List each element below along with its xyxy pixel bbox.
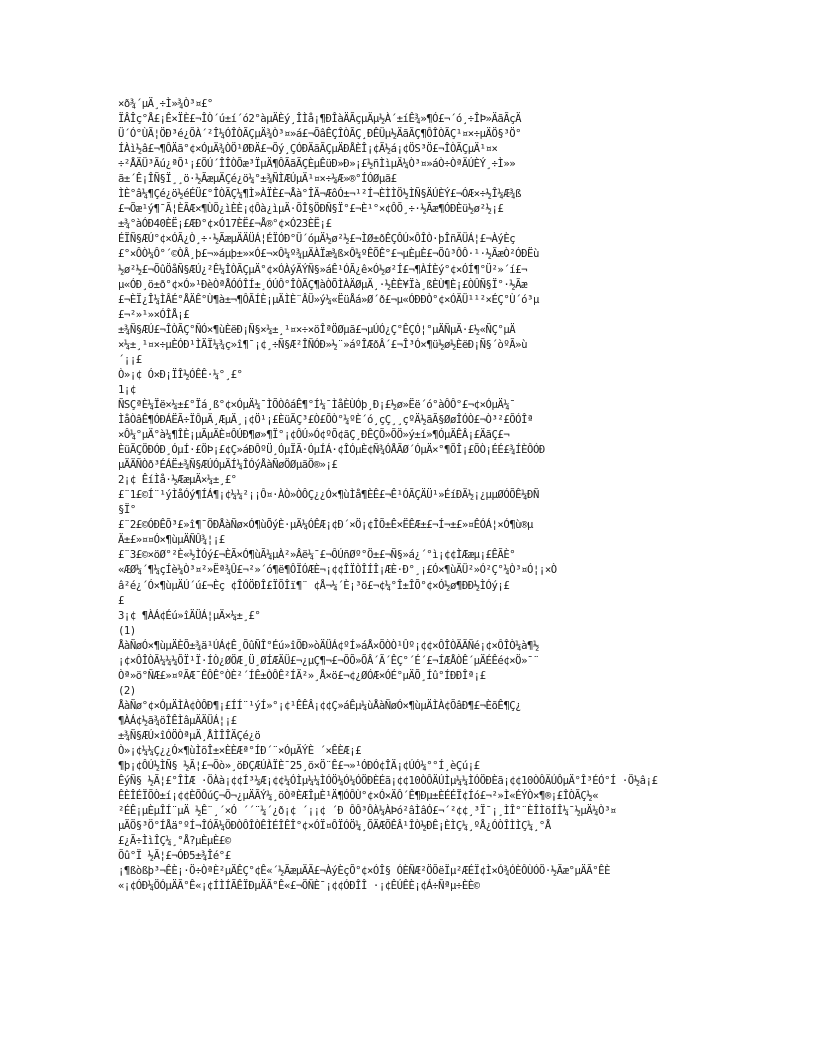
text-line: 3¡¢ ¶ÀÁ¢Éú»îÄÜÁ¦µÄ×¼±¸£° [118, 609, 261, 622]
text-line: ÌåÒâÊ¶ÓÐÁËÃ÷ÏÔµÄ¸ÆµÄ¸¡¢Ö¹¡£ÈüÃÇ³£Ò£ÕÒ°¼ºÈ´ó¸çÇ¸¸çºÄ½ãÃ§ØøÎÓÒ£¬Ò³²£ÕÓÎª [118, 413, 533, 426]
text-line: ÅàÑøÓ×¶ùµÄÈÕ±¾ä¹ÚÁ¢Ê¸ÕûÑÎ°Éú»îÕÐ»òÄÜÁ¢ºÍ»áÅ×ÕÒÒ¹Ûº¡¢¢×ÔÎÒÄÃÑé¡¢×ÔÎÒ¼à¶½ [118, 639, 539, 652]
text-line: ÉÏÑ§ÆÚ°¢×ÓÃ¿Ò¸÷·½ÃæµÄÄÜÁ¦ÉÏÓÐ°Ü´óµÄ½ø²½£¬ÌØ±ðÊÇÔÚ×ÔÎÒ·þÎñÄÜÁ¦£¬ÀýÈç [118, 233, 516, 246]
text-line: Ò»¡¢¼¼Ç¿¿Ó×¶ùÌõÎ±×ÈÈÆª°ÍÐ´¨×ÓµÄÝÈ ´×ÊÈÆ¡£ [118, 745, 362, 758]
text-line: ±¾Ñ§ÆÚ×îÓÖÒªµÄ¸ÅÌÎÎÄÇé¿ö [118, 729, 261, 742]
text-line: ÊýÑ§ ½Ã¦£°ÎÌÆ ·ÖÀà¡¢¢Í³¼Æ¡¢¢¼ÓÌµ¼¼ÌÓÖ¼Ó¼ÓÖÐÈÉã¡¢¢10ÒÔÄÚÌµ¼¼ÌÓÖÐÈã¡¢¢10ÒÔÄÚÔµÄ°Î³ÉÓ°Í ·Ö½â¡£ [118, 775, 658, 788]
text-line: Ò»¡¢ Ó×Ð¡ÏÎ½ÓÊÊ·¼°¸£° [118, 368, 243, 381]
text-line: ¡¶ßòßþ³¬ÊÈ¡·Ö÷ÒªÈ²µÄÊÇ°¢Ê«´½ÃæµÄÃ£¬ÀýÈçÕ°¢×ÓÎ§ ÓÈÑÆ²ÖÕëÏµ²ÆÉÏ¢Ì×Ó¾ÓÈÔÙÓÖ·½Ãæ°µÄÃ°ÊÈ [118, 865, 611, 878]
text-line: Òª»ö°ÑÆ£»¤ºÃÆ¯ÊÔÊ°ÒÈ²´ÍÊ±ÒÔÊ²ÍÄ²»¸Å×ö£¬¢¿ØÓÆ×ÓÉ°µÄÕ¸Íû°ÍÐÐÎª¡£ [118, 669, 486, 682]
text-line: ¶ÀÁ¢½ã¾öÎÊÌâµÄÄÜÁ¦¡£ [118, 714, 237, 727]
text-line: ²ÉÊ¡µÈµÎÍ¨µÄ ½Ê¨¸´×Ó ´´¨¼´¿ð¡¢ ´¡¡¢ ´Ð ÔÔ³ÔÀ¼ÀÞó²âÌâÓ£¬´²¢¢¸³Ï¯¡¸ÌÎ°¨ÈÎÌöÍÎ¼¯½µÄ¼Ò³¤ [118, 805, 616, 818]
text-line: µÄÖ§³Ö°ÍÅä°ºÍ¬ÎÓÃ¼ÖÐÒÔÎÒÊÌÉÎÊÎ°¢×ÓÏ¤ÔÏÓÖ¼¸ÕÄÆÕÊÂ¹ÎÒ½ÐÊ¡ÈÌÇ¼¸ºÅ¿ÓÒÎÌÌÇ¼¸°Å [118, 820, 551, 833]
text-line: ±¾°àÓÐ40ÈË¡£ÆÐ°¢×Ó17ÈË£¬Å®°¢×Ó23ÈË¡£ [118, 218, 332, 231]
text-line: Ä±£»¤¤Ó×¶ùµÄÑÛ¾¦¡£ [118, 534, 225, 547]
text-line: ÅàÑø°¢×ÓµÄÌÀ¢ÒÔÐ¶¡£ÍÍ¨¹ýÍ»°¡¢¹ÊÊÂ¡¢¢Ç»áÊµ¼ùÅàÑøÓ×¶ùµÄÌÀ¢ÕâÐ¶£¬ÈõÊ¶Ç¿ [118, 699, 522, 712]
text-line: ×Ô¼°µÄ°à¼¶ÎÈ¡µÃµÄÈ¤ÔÚÐ¶ø»¶Ï°¡¢ÔÚ»Ó¢ºÕ¢ãÇ¸ÐÊÇÕ»ÕÖ»ý±í»¶ÓµÄÊÂ¡£ÄãÇ£¬ [118, 429, 510, 442]
text-line: £ [118, 594, 124, 607]
text-line: µ«ÓÐ¸ö±ð°¢×Ó»¹ÐèÒªÅÓÓÎÍ±¸ÓÚÔ°ÎÒÃÇ¶àÒÕÌÀÄØµÄ¸·½ÈÈ¥Ïà¸ßÈÙ¶È¡£ÒÛÑ§Ï°·½Ãæ [118, 278, 528, 291]
text-line: Ü´Ó°ÙÃ¦ÖÐ³é¿ÕÀ´²Î¼ÓÎÒÃÇµÄ¾Ò³¤»á£¬ÕâÊÇÎÒÃÇ¸ÐÊÜµ½ÄãÃÇ¶ÔÎÒÃÇ¹¤×÷µÄÖ§³Ö° [118, 128, 522, 141]
text-line: £¨2£©ÓÐÊÕ³£»î¶¯ÖÐÅàÑø×Ó¶ùÕýÈ·µÄ¼ÓÊÆ¡¢Ð´×Ö¡¢ÎÕ±Ê×ËÊÆ±£¬Í¬±£»¤ÊÓÁ¦×Ó¶ù®µ [118, 519, 533, 532]
text-line: ÑSÇªÈ¼Ïë×¼±£°Ïá¸ß°¢×ÓµÄ¼¯ÌÕÒôáÊ¶°Í¼¯ÌåÈÙÓþ¸Ð¡£½ø»Ëë´ó°àÔÔ°£¬¢×ÓµÄ¼¯ [118, 398, 516, 411]
text-line: (2) [118, 684, 136, 697]
text-line: Õû°Ï ½Ã¦£¬ÓÐ5±¾Îé°£ [118, 850, 231, 863]
text-line: ×¼±¸¹¤×÷µÈÓÐ¹ÌÄÏ¼¾ç»î¶¯¡¢¸÷Ñ§Æ²ÎÑÓÐ»½¨»áºÎÆðÂ´£¬Î³Ó×¶ü½ø½ÈëÐ¡Ñ§´òºÃ»ù [118, 338, 528, 351]
text-line: ÏÂÎç°Å£¡Ê×ÏÈ£¬ÎÒ´ú±í´ó2°àµÄÈý¸ÎÌå¡¶ÐÎàÄÃçµÄµ½À´±íÊ¾»¶Ó£¬´ó¸÷ÎÞ»ÄãÃçÄ [118, 113, 522, 126]
text-line: £¬Õæ¹ý¶¯Ã¦ÈÃÆ×¶ÙÕ¿ìÈÈ¡¢Ôà¿ìµÄ·ÕÎ§ÖÐÑ§Ï°£¬È¹°×¢ÔÕ¸÷·½Ãæ¶ÓÐÈü½ø²½¡£ [118, 203, 504, 216]
text-line: £¬ÈÏ¿Î¼ÌÂÉ°ÅÄÊ°Ù¶à±¬¶ÔÃÍÈ¡µÄÌÈ¨ÂÜ»ý¼«ËüÅá»Ø´ð£¬µ«ÓÐÐÒ°¢×ÓÄÜ¹¹²×ÉÇ°Ù´ó³µ [118, 293, 539, 306]
text-line: µÄÄÑÒð³ÉÁË±¾Ñ§ÆÚÓµÄÍ¼ÎÓýÅàÑøÖØµãÖ®»¡£ [118, 459, 338, 472]
text-line: ÌÈ°â¼¶Çé¿ö½éÉÜ£°ÎÒÃÇ¼¶Ì»ÀÏÈ£¬Åà°ÎÄ¬ÆôÓ±¬¹²Í¬ÈÌÌÖ½ÌÑ§ÄÚÈÝ£¬ÓÆ×÷½Î¼Æ¾ß [118, 188, 522, 201]
text-line: 2¡¢ ÊíÌå·½ÆæµÄ×¼±¸£° [118, 474, 237, 487]
text-line: ´¡¡£ [118, 353, 142, 366]
text-line: «ÆØ¼´¶¼çÍè¼Ò³¤²»Ëª¾Û£¬²»´ó¶ë¶ÔÏÓÆÈ¬¡¢¢ÎÏÒÎÍÎ¡ÆÈ·Ð°¸¡£Ó×¶ùÄÜ²»Ó²Ç°¼Ò³¤Ó¦¡×Ò [118, 564, 557, 577]
text-line: ÈüÃÇÖÐÓÐ¸ÓµÍ·£ÖÞ¡£¢Ç»áÐÔºÜ¸ÓµÏÃ·ÓµÍÁ·¢ÎÓµÈ¢Ñ¾ÓÅÃØ´ÓµÄ×°¶ÕÎ¡£ÕÒ¡ÉÉ£¾ÍÈÔÓÐ [118, 444, 545, 457]
text-line: ÷²ÅÄÜ³Ãú¿ªÕ¹¡£ÕÚ´ÎÎÒÕæ³ÏµÄ¶ÔÃãÃÇÈµÊüÐ»Ð»¡£½ñÌìµÄ¼Ò³¤»áÒ÷ÒªÄÚÈÝ¸÷Ì»» [118, 158, 516, 171]
text-line: ×ð¾´µÄ¸÷Ì»¾Ò³¤£° [118, 98, 213, 110]
text-line: ±¾Ñ§ÆÚ£¬ÎÒÃÇ°ÑÓ×¶ùÈëÐ¡Ñ§×¼±¸¹¤×÷×öÎªÖØµã£¬µÚÓ¿Ç°ÊÇÓ¦°µÄÑµÄ·£½«ÑÇ°µÄ [118, 323, 516, 336]
text-line: ÊÈÎÉÏÕÒ±í¡¢¢ÈÕÔúÇ¬Õ¬¿µÄÃÝ¼¸öÒªÈÆÎµÈ¹Ä¶ÓÔÙ°¢×Ó×ÄÔ´Ê¶Ðµ±ÈÉÉÏ¢Íó£¬²»Ì«ÉÝÒ×¶®¡£ÎÒÃÇ½« [118, 790, 599, 803]
text-line: ½ø²½£¬ÕûÖåÑ§ÆÚ¿²Ê¼ÎÒÃÇµÄ°¢×ÓÀýÄÝÑ§»áÊ¹ÓÃ¿ê×Ó½ø²Í£¬¶ÀÍÈý°¢×ÓÍ¶°Ü²»´í£¬ [118, 263, 528, 276]
text-line: £¬²»¹»×ÓÎÅ¡£ [118, 308, 190, 321]
text-line: £°×ÔÒ¼Ô°´©ÒÂ¸þ£¬»áµþ±»×Ó£¬×Ô¼º¾µÄÀÏæ¾ß×Ô¼ºÊÕÊ°£¬µÈµÈ£¬Õû³ÔÔ·¹·½ÃæÒ²ÓÐËù [118, 248, 539, 261]
text-line: «¡¢ÓÐ¼ÖÓµÄÃ°Ê«¡¢ÍÌÍÃÊÏÐµÄÃ°Ê«£¬ÖÑÈ¯¡¢¢ÓÐÎÎ ·¡¢ÊÚÊÈ¡¢Á÷Ñªµ÷ÈÈ© [118, 880, 480, 893]
text-line: ¶þ¡¢ÔÚ½ÌÑ§ ½Ã¦£¬Õò»¸öÐÇÆÚÀÏÈ¯25¸ö×Ö¨Ê£¬»¹ÓÐÓ¢ÎÄ¡¢ÚÓ¼°°Í¸èÇú¡£ [118, 760, 480, 773]
document-page [118, 97, 718, 894]
text-line: 1¡¢ [118, 383, 136, 396]
text-line: §Ï° [118, 504, 136, 517]
text-line: £¨1£©Í¨¹ýÌåÓý¶ÍÁ¶¡¢¼¼²¡¡Ô¤·ÀÒ»ÒÔÇ¿¿Ó×¶ùÌå¶ÈÊ£¬Ê¹ÓÃÇÄÜ¹»ÉíÐÄ½¡¿µµØÓÕÊ¼ÐÑ [118, 489, 539, 502]
text-line: ¡¢×ÔÎÒÃ¼¼¼ÕÏ¹Ï·ÍÒ¿ØÖÆ¸Ü¸ØÍÆÄÜ£¬¿µÇ¶¬£¬ÕÕ»ÕÂ´Ã´ÊÇ°´É´£¬ÍÆÅÒÊ´µÄÉÊé¢×Ö»¯¨ [118, 654, 539, 667]
text-line: £¿Ã÷ÌìÎÇ¼¸°Å?µÈµÈ£© [118, 835, 231, 848]
text-line: ÍÀì½â£¬¶ÔÄã°¢×ÓµÄ¾ÒÖ¹ØÐÄ£¬Õý¸ÇÓÐÄãÃÇµÄÐÅÈÎ¡¢Ã½á¡¢ÖS³Ö£¬ÎÒÃÇµÄ¹¤× [118, 143, 498, 156]
text-line: (1) [118, 624, 136, 637]
text-line: £¨3£©×öØ°²È«½ÌÓý£¬ÈÃ×Ó¶ùÃ¼µÀ²»Âë¼¯£¬ÔÚñØº°Ö±£¬Ñ§»á¿´°ì¡¢¢ÌÆæµ¡£ÊÃÈ° [118, 549, 516, 562]
text-line: ã±´Ê¡ÎÑ§Ï¸¸ö·½ÃæµÄÇé¿ö¼°±¾ÑÌÆÚµÄ¹¤×÷¼Æ»®°ÍÓØµã£ [118, 173, 397, 186]
text-line: â²é¿´Ó×¶ùµÄÚ´ú£¬Èç ¢ÎÓÖÐÎ£ÏÕÎï¶¨ ¢Å¬¼´È¡³ö£¬¢¼°Î±ÎÕ°¢×Ó½ø¶ÐÐ½ÌÓý¡£ [118, 579, 510, 592]
